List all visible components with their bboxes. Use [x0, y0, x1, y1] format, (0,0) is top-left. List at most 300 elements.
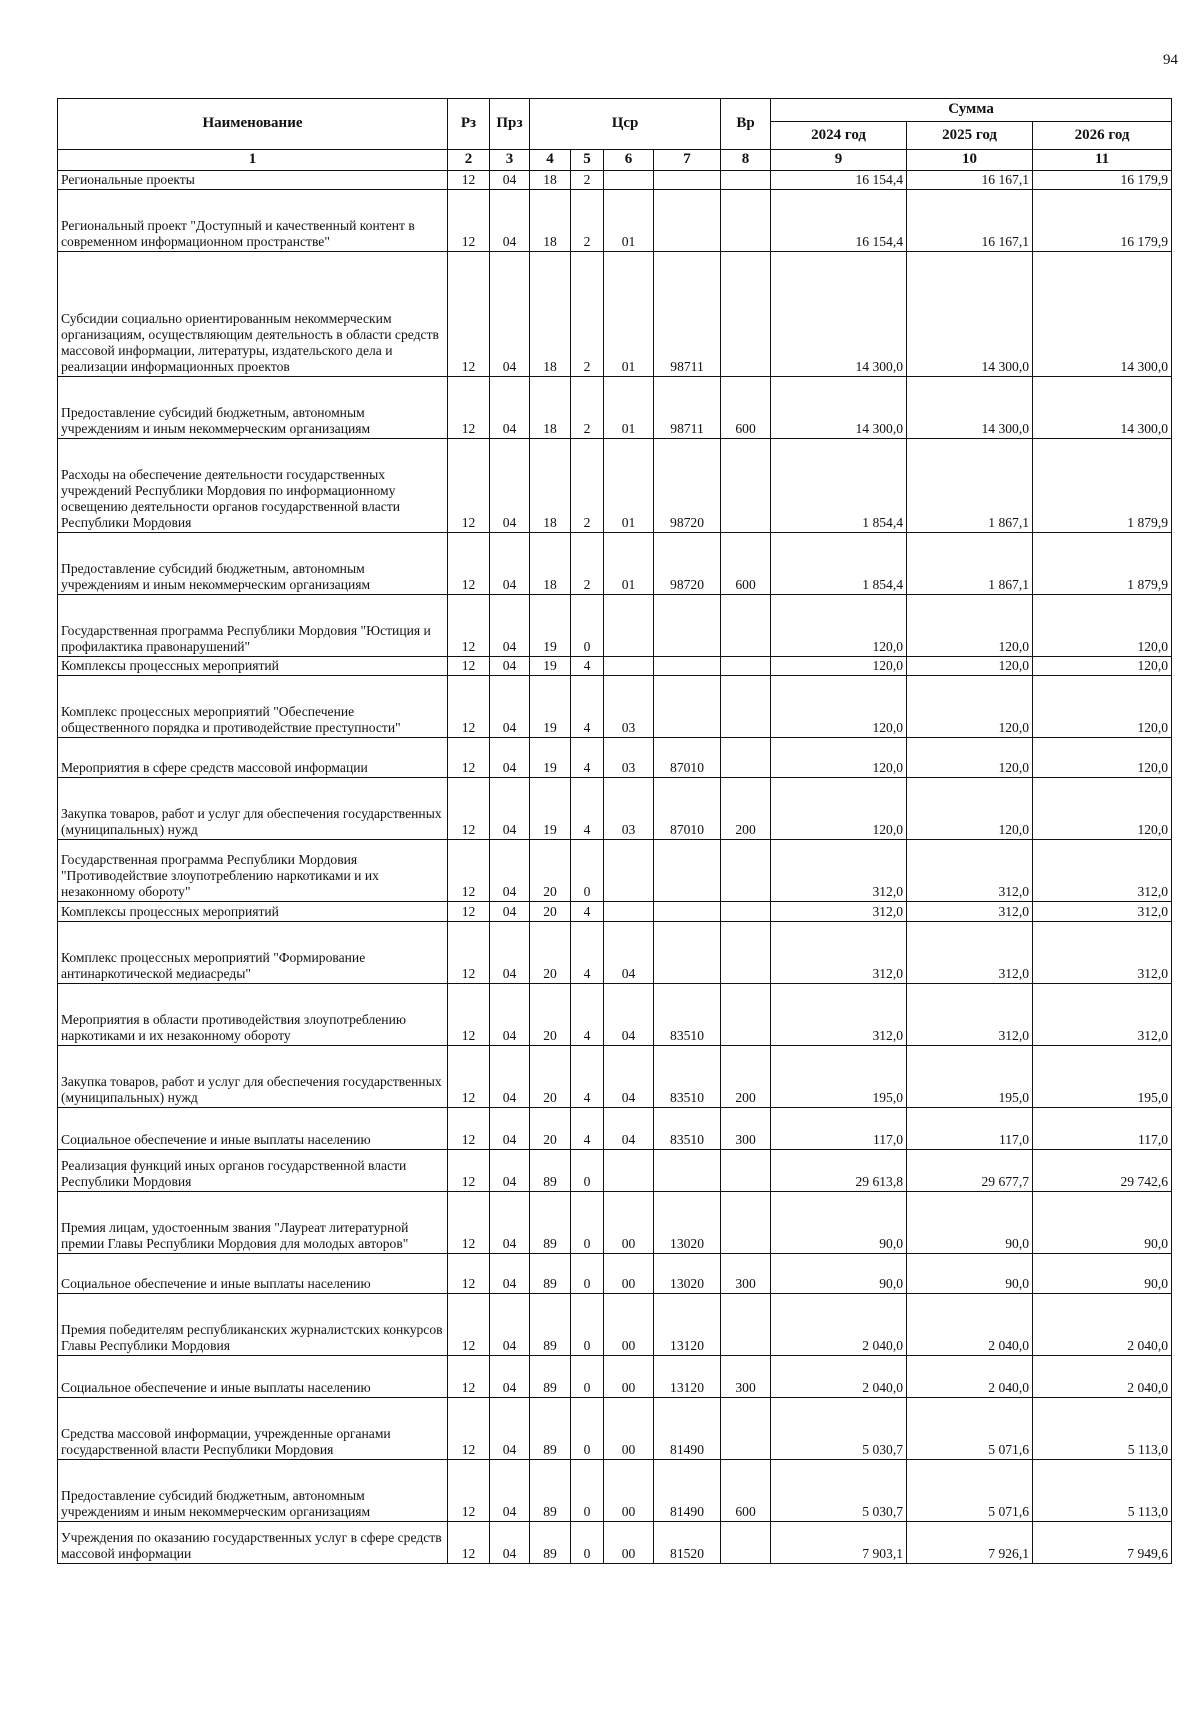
row-sum-2025: 312,0 [907, 901, 1033, 921]
row-prz: 04 [490, 170, 530, 189]
table-row [58, 737, 1172, 777]
table-row [58, 1149, 1172, 1191]
col-number: 8 [721, 150, 771, 171]
row-vr [721, 839, 771, 901]
header-year-2024: 2024 год [771, 122, 907, 150]
row-rz: 12 [448, 777, 490, 839]
table-row [58, 1459, 1172, 1521]
row-csr-event: 00 [604, 1191, 654, 1253]
row-name: Закупка товаров, работ и услуг для обеспечения государственных (муниципальных) нужд [58, 777, 448, 839]
row-csr-subprogram: 0 [571, 1191, 604, 1253]
row-csr-subprogram: 4 [571, 901, 604, 921]
row-vr: 600 [721, 532, 771, 594]
row-name: Социальное обеспечение и иные выплаты населению [58, 1107, 448, 1149]
row-prz: 04 [490, 1397, 530, 1459]
row-csr-subprogram: 4 [571, 921, 604, 983]
row-sum-2024: 14 300,0 [771, 251, 907, 376]
row-vr: 300 [721, 1253, 771, 1293]
row-sum-2025: 117,0 [907, 1107, 1033, 1149]
row-csr-direction: 87010 [654, 777, 721, 839]
row-sum-2025: 120,0 [907, 594, 1033, 656]
row-csr-direction [654, 170, 721, 189]
row-sum-2024: 5 030,7 [771, 1459, 907, 1521]
row-rz: 12 [448, 1191, 490, 1253]
row-prz: 04 [490, 594, 530, 656]
row-prz: 04 [490, 532, 530, 594]
row-name: Учреждения по оказанию государственных услуг в сфере средств массовой информации [58, 1521, 448, 1563]
row-sum-2026: 312,0 [1033, 983, 1172, 1045]
row-vr [721, 438, 771, 532]
row-csr-event: 04 [604, 1045, 654, 1107]
row-sum-2025: 2 040,0 [907, 1355, 1033, 1397]
row-vr [721, 1397, 771, 1459]
row-csr-subprogram: 0 [571, 1149, 604, 1191]
row-prz: 04 [490, 1355, 530, 1397]
table-row [58, 1293, 1172, 1355]
row-csr-program: 89 [530, 1459, 571, 1521]
row-name: Мероприятия в сфере средств массовой информации [58, 737, 448, 777]
row-csr-event: 01 [604, 376, 654, 438]
row-csr-direction: 13120 [654, 1355, 721, 1397]
row-rz: 12 [448, 189, 490, 251]
row-csr-subprogram: 4 [571, 1107, 604, 1149]
row-vr: 300 [721, 1355, 771, 1397]
row-prz: 04 [490, 189, 530, 251]
row-name: Предоставление субсидий бюджетным, автономным учреждениям и иным некоммерческим организациям [58, 376, 448, 438]
row-sum-2025: 16 167,1 [907, 189, 1033, 251]
table-row [58, 656, 1172, 675]
row-name: Государственная программа Республики Мордовия "Юстиция и профилактика правонарушений" [58, 594, 448, 656]
row-name: Региональные проекты [58, 170, 448, 189]
row-vr [721, 1149, 771, 1191]
row-sum-2026: 312,0 [1033, 839, 1172, 901]
row-sum-2026: 16 179,9 [1033, 170, 1172, 189]
row-rz: 12 [448, 675, 490, 737]
row-vr [721, 921, 771, 983]
row-sum-2025: 5 071,6 [907, 1397, 1033, 1459]
row-csr-subprogram: 4 [571, 737, 604, 777]
row-sum-2025: 2 040,0 [907, 1293, 1033, 1355]
row-csr-direction [654, 921, 721, 983]
row-vr [721, 251, 771, 376]
row-sum-2026: 5 113,0 [1033, 1397, 1172, 1459]
row-vr [721, 737, 771, 777]
row-vr [721, 1293, 771, 1355]
row-rz: 12 [448, 983, 490, 1045]
header-rz: Рз [448, 99, 490, 150]
row-csr-direction: 83510 [654, 1107, 721, 1149]
row-name: Премия победителям республиканских журналистских конкурсов Главы Республики Мордовия [58, 1293, 448, 1355]
row-sum-2024: 312,0 [771, 921, 907, 983]
row-csr-program: 89 [530, 1293, 571, 1355]
row-csr-direction: 98711 [654, 251, 721, 376]
row-rz: 12 [448, 737, 490, 777]
row-csr-event [604, 1149, 654, 1191]
row-csr-program: 18 [530, 532, 571, 594]
row-vr [721, 594, 771, 656]
row-csr-program: 89 [530, 1191, 571, 1253]
row-rz: 12 [448, 921, 490, 983]
row-sum-2026: 2 040,0 [1033, 1355, 1172, 1397]
row-name: Социальное обеспечение и иные выплаты населению [58, 1253, 448, 1293]
row-csr-subprogram: 2 [571, 170, 604, 189]
row-rz: 12 [448, 438, 490, 532]
row-sum-2024: 120,0 [771, 777, 907, 839]
table-row [58, 438, 1172, 532]
row-csr-program: 18 [530, 438, 571, 532]
row-sum-2024: 120,0 [771, 656, 907, 675]
row-sum-2026: 7 949,6 [1033, 1521, 1172, 1563]
row-sum-2025: 312,0 [907, 983, 1033, 1045]
row-sum-2024: 120,0 [771, 737, 907, 777]
row-rz: 12 [448, 251, 490, 376]
row-csr-event: 04 [604, 1107, 654, 1149]
row-rz: 12 [448, 1397, 490, 1459]
row-sum-2024: 1 854,4 [771, 532, 907, 594]
row-sum-2024: 1 854,4 [771, 438, 907, 532]
col-number: 5 [571, 150, 604, 171]
row-vr [721, 170, 771, 189]
table-row [58, 376, 1172, 438]
row-csr-subprogram: 0 [571, 594, 604, 656]
col-number: 4 [530, 150, 571, 171]
row-sum-2026: 120,0 [1033, 656, 1172, 675]
table-row [58, 1045, 1172, 1107]
row-sum-2024: 120,0 [771, 594, 907, 656]
row-csr-program: 18 [530, 170, 571, 189]
row-vr: 600 [721, 1459, 771, 1521]
row-sum-2025: 120,0 [907, 656, 1033, 675]
row-sum-2025: 16 167,1 [907, 170, 1033, 189]
table-row [58, 1253, 1172, 1293]
row-name: Предоставление субсидий бюджетным, автономным учреждениям и иным некоммерческим организациям [58, 532, 448, 594]
row-csr-program: 20 [530, 983, 571, 1045]
row-sum-2026: 16 179,9 [1033, 189, 1172, 251]
row-sum-2026: 1 879,9 [1033, 438, 1172, 532]
row-csr-direction: 83510 [654, 1045, 721, 1107]
row-csr-direction: 13120 [654, 1293, 721, 1355]
row-csr-direction: 13020 [654, 1253, 721, 1293]
row-name: Субсидии социально ориентированным некоммерческим организациям, осуществляющим деятельность в области средств массовой информации, литературы, издательского дела и реализации информационных проектов [58, 251, 448, 376]
table-row [58, 675, 1172, 737]
row-prz: 04 [490, 777, 530, 839]
row-csr-subprogram: 0 [571, 839, 604, 901]
row-prz: 04 [490, 1149, 530, 1191]
header-row-top [58, 99, 1172, 122]
row-rz: 12 [448, 532, 490, 594]
row-csr-program: 89 [530, 1355, 571, 1397]
row-csr-program: 19 [530, 777, 571, 839]
row-vr [721, 901, 771, 921]
row-sum-2024: 312,0 [771, 901, 907, 921]
row-sum-2025: 1 867,1 [907, 532, 1033, 594]
row-prz: 04 [490, 839, 530, 901]
row-vr [721, 1191, 771, 1253]
col-number: 10 [907, 150, 1033, 171]
row-sum-2025: 120,0 [907, 737, 1033, 777]
row-csr-direction: 98720 [654, 438, 721, 532]
row-sum-2024: 29 613,8 [771, 1149, 907, 1191]
row-csr-subprogram: 0 [571, 1253, 604, 1293]
row-sum-2025: 5 071,6 [907, 1459, 1033, 1521]
table-row [58, 921, 1172, 983]
row-sum-2025: 90,0 [907, 1191, 1033, 1253]
row-csr-program: 20 [530, 1045, 571, 1107]
row-rz: 12 [448, 901, 490, 921]
row-vr [721, 189, 771, 251]
row-sum-2026: 117,0 [1033, 1107, 1172, 1149]
row-csr-program: 18 [530, 189, 571, 251]
row-csr-subprogram: 0 [571, 1397, 604, 1459]
row-csr-subprogram: 4 [571, 656, 604, 675]
row-vr [721, 983, 771, 1045]
table-row [58, 532, 1172, 594]
row-csr-direction: 81490 [654, 1459, 721, 1521]
row-csr-program: 89 [530, 1397, 571, 1459]
row-name: Комплекс процессных мероприятий "Формирование антинаркотической медиасреды" [58, 921, 448, 983]
row-csr-event [604, 901, 654, 921]
row-csr-direction [654, 656, 721, 675]
row-sum-2026: 14 300,0 [1033, 376, 1172, 438]
row-sum-2025: 120,0 [907, 777, 1033, 839]
row-csr-subprogram: 0 [571, 1521, 604, 1563]
row-csr-program: 89 [530, 1253, 571, 1293]
row-csr-direction: 81490 [654, 1397, 721, 1459]
row-prz: 04 [490, 656, 530, 675]
row-prz: 04 [490, 983, 530, 1045]
row-prz: 04 [490, 1107, 530, 1149]
row-rz: 12 [448, 1355, 490, 1397]
row-sum-2026: 120,0 [1033, 594, 1172, 656]
header-csr: Цср [530, 99, 721, 150]
row-rz: 12 [448, 1045, 490, 1107]
row-rz: 12 [448, 1253, 490, 1293]
row-prz: 04 [490, 1191, 530, 1253]
row-sum-2026: 195,0 [1033, 1045, 1172, 1107]
budget-table [57, 98, 1172, 1564]
table-row [58, 251, 1172, 376]
row-sum-2026: 90,0 [1033, 1191, 1172, 1253]
table-row [58, 1107, 1172, 1149]
row-sum-2024: 90,0 [771, 1253, 907, 1293]
row-rz: 12 [448, 1459, 490, 1521]
row-csr-program: 89 [530, 1521, 571, 1563]
row-csr-direction: 83510 [654, 983, 721, 1045]
row-csr-event [604, 170, 654, 189]
row-prz: 04 [490, 737, 530, 777]
header-name: Наименование [58, 99, 448, 150]
row-csr-direction: 81520 [654, 1521, 721, 1563]
header-prz: Прз [490, 99, 530, 150]
row-sum-2024: 16 154,4 [771, 170, 907, 189]
row-rz: 12 [448, 1521, 490, 1563]
row-csr-event [604, 656, 654, 675]
row-sum-2025: 195,0 [907, 1045, 1033, 1107]
row-csr-event: 03 [604, 675, 654, 737]
row-csr-direction [654, 901, 721, 921]
row-prz: 04 [490, 251, 530, 376]
row-csr-event: 00 [604, 1397, 654, 1459]
row-vr: 600 [721, 376, 771, 438]
row-name: Комплекс процессных мероприятий "Обеспечение общественного порядка и противодействие преступности" [58, 675, 448, 737]
row-vr: 200 [721, 1045, 771, 1107]
row-sum-2024: 14 300,0 [771, 376, 907, 438]
row-csr-direction: 98720 [654, 532, 721, 594]
row-csr-event: 00 [604, 1355, 654, 1397]
col-number: 1 [58, 150, 448, 171]
col-number: 7 [654, 150, 721, 171]
row-csr-direction: 13020 [654, 1191, 721, 1253]
row-sum-2026: 120,0 [1033, 737, 1172, 777]
row-prz: 04 [490, 1459, 530, 1521]
table-row [58, 189, 1172, 251]
row-csr-event: 00 [604, 1521, 654, 1563]
row-csr-subprogram: 2 [571, 376, 604, 438]
row-csr-event: 01 [604, 438, 654, 532]
row-csr-program: 20 [530, 1107, 571, 1149]
col-number: 3 [490, 150, 530, 171]
row-csr-direction: 98711 [654, 376, 721, 438]
header-sum: Сумма [771, 99, 1172, 122]
row-prz: 04 [490, 1045, 530, 1107]
table-row [58, 983, 1172, 1045]
row-rz: 12 [448, 839, 490, 901]
row-csr-program: 20 [530, 901, 571, 921]
row-prz: 04 [490, 921, 530, 983]
row-csr-subprogram: 2 [571, 532, 604, 594]
row-csr-subprogram: 4 [571, 1045, 604, 1107]
row-sum-2024: 2 040,0 [771, 1355, 907, 1397]
col-number: 9 [771, 150, 907, 171]
row-name: Реализация функций иных органов государственной власти Республики Мордовия [58, 1149, 448, 1191]
row-name: Региональный проект "Доступный и качественный контент в современном информационном пространстве" [58, 189, 448, 251]
row-csr-event: 01 [604, 532, 654, 594]
row-csr-event: 04 [604, 983, 654, 1045]
row-prz: 04 [490, 1521, 530, 1563]
row-sum-2025: 312,0 [907, 839, 1033, 901]
row-name: Премия лицам, удостоенным звания "Лауреат литературной премии Главы Республики Мордовия для молодых авторов" [58, 1191, 448, 1253]
table-row [58, 901, 1172, 921]
row-sum-2026: 5 113,0 [1033, 1459, 1172, 1521]
row-sum-2026: 1 879,9 [1033, 532, 1172, 594]
row-csr-subprogram: 4 [571, 777, 604, 839]
row-rz: 12 [448, 656, 490, 675]
row-sum-2024: 120,0 [771, 675, 907, 737]
row-sum-2025: 29 677,7 [907, 1149, 1033, 1191]
row-sum-2025: 312,0 [907, 921, 1033, 983]
table-row [58, 839, 1172, 901]
row-csr-direction [654, 839, 721, 901]
row-name: Социальное обеспечение и иные выплаты населению [58, 1355, 448, 1397]
table-row [58, 1521, 1172, 1563]
row-csr-event: 01 [604, 189, 654, 251]
row-csr-subprogram: 0 [571, 1459, 604, 1521]
table-body [58, 170, 1172, 1563]
row-name: Государственная программа Республики Мордовия "Противодействие злоупотреблению наркотиками и их незаконному обороту" [58, 839, 448, 901]
row-rz: 12 [448, 1107, 490, 1149]
row-csr-program: 19 [530, 656, 571, 675]
table-row [58, 594, 1172, 656]
col-number: 2 [448, 150, 490, 171]
row-name: Комплексы процессных мероприятий [58, 901, 448, 921]
row-csr-subprogram: 4 [571, 983, 604, 1045]
header-year-2025: 2025 год [907, 122, 1033, 150]
row-csr-direction [654, 189, 721, 251]
row-sum-2026: 2 040,0 [1033, 1293, 1172, 1355]
row-csr-event: 03 [604, 737, 654, 777]
row-vr [721, 675, 771, 737]
table-row [58, 777, 1172, 839]
row-csr-direction: 87010 [654, 737, 721, 777]
row-csr-event: 04 [604, 921, 654, 983]
row-csr-event [604, 839, 654, 901]
col-number: 6 [604, 150, 654, 171]
page-number: 94 [1163, 52, 1178, 68]
row-csr-direction [654, 594, 721, 656]
row-csr-subprogram: 4 [571, 675, 604, 737]
row-name: Средства массовой информации, учрежденные органами государственной власти Республики Мордовия [58, 1397, 448, 1459]
row-csr-program: 18 [530, 376, 571, 438]
row-sum-2026: 312,0 [1033, 921, 1172, 983]
row-csr-program: 19 [530, 594, 571, 656]
row-sum-2024: 117,0 [771, 1107, 907, 1149]
row-prz: 04 [490, 376, 530, 438]
row-csr-program: 19 [530, 737, 571, 777]
row-csr-event [604, 594, 654, 656]
row-csr-program: 89 [530, 1149, 571, 1191]
row-sum-2026: 90,0 [1033, 1253, 1172, 1293]
row-name: Мероприятия в области противодействия злоупотреблению наркотиками и их незаконному обороту [58, 983, 448, 1045]
table-row [58, 1191, 1172, 1253]
row-sum-2025: 90,0 [907, 1253, 1033, 1293]
row-name: Расходы на обеспечение деятельности государственных учреждений Республики Мордовия по информационному освещению деятельности органов государственной власти Республики Мордовия [58, 438, 448, 532]
row-rz: 12 [448, 376, 490, 438]
row-sum-2024: 2 040,0 [771, 1293, 907, 1355]
row-name: Комплексы процессных мероприятий [58, 656, 448, 675]
column-number-row [58, 150, 1172, 171]
table-row [58, 170, 1172, 189]
row-csr-subprogram: 2 [571, 189, 604, 251]
row-prz: 04 [490, 1293, 530, 1355]
row-csr-direction [654, 675, 721, 737]
row-vr [721, 656, 771, 675]
row-csr-program: 18 [530, 251, 571, 376]
row-csr-program: 20 [530, 839, 571, 901]
row-sum-2026: 14 300,0 [1033, 251, 1172, 376]
row-prz: 04 [490, 901, 530, 921]
row-rz: 12 [448, 1293, 490, 1355]
col-number: 11 [1033, 150, 1172, 171]
row-name: Предоставление субсидий бюджетным, автономным учреждениям и иным некоммерческим организациям [58, 1459, 448, 1521]
row-sum-2025: 1 867,1 [907, 438, 1033, 532]
row-csr-direction [654, 1149, 721, 1191]
row-sum-2024: 312,0 [771, 839, 907, 901]
header-year-2026: 2026 год [1033, 122, 1172, 150]
row-vr: 200 [721, 777, 771, 839]
row-rz: 12 [448, 1149, 490, 1191]
row-csr-subprogram: 0 [571, 1355, 604, 1397]
row-vr: 300 [721, 1107, 771, 1149]
row-csr-event: 00 [604, 1253, 654, 1293]
row-sum-2024: 312,0 [771, 983, 907, 1045]
row-csr-event: 00 [604, 1459, 654, 1521]
row-sum-2025: 7 926,1 [907, 1521, 1033, 1563]
table-row [58, 1397, 1172, 1459]
row-prz: 04 [490, 675, 530, 737]
row-sum-2025: 14 300,0 [907, 251, 1033, 376]
row-sum-2026: 120,0 [1033, 675, 1172, 737]
row-sum-2025: 120,0 [907, 675, 1033, 737]
